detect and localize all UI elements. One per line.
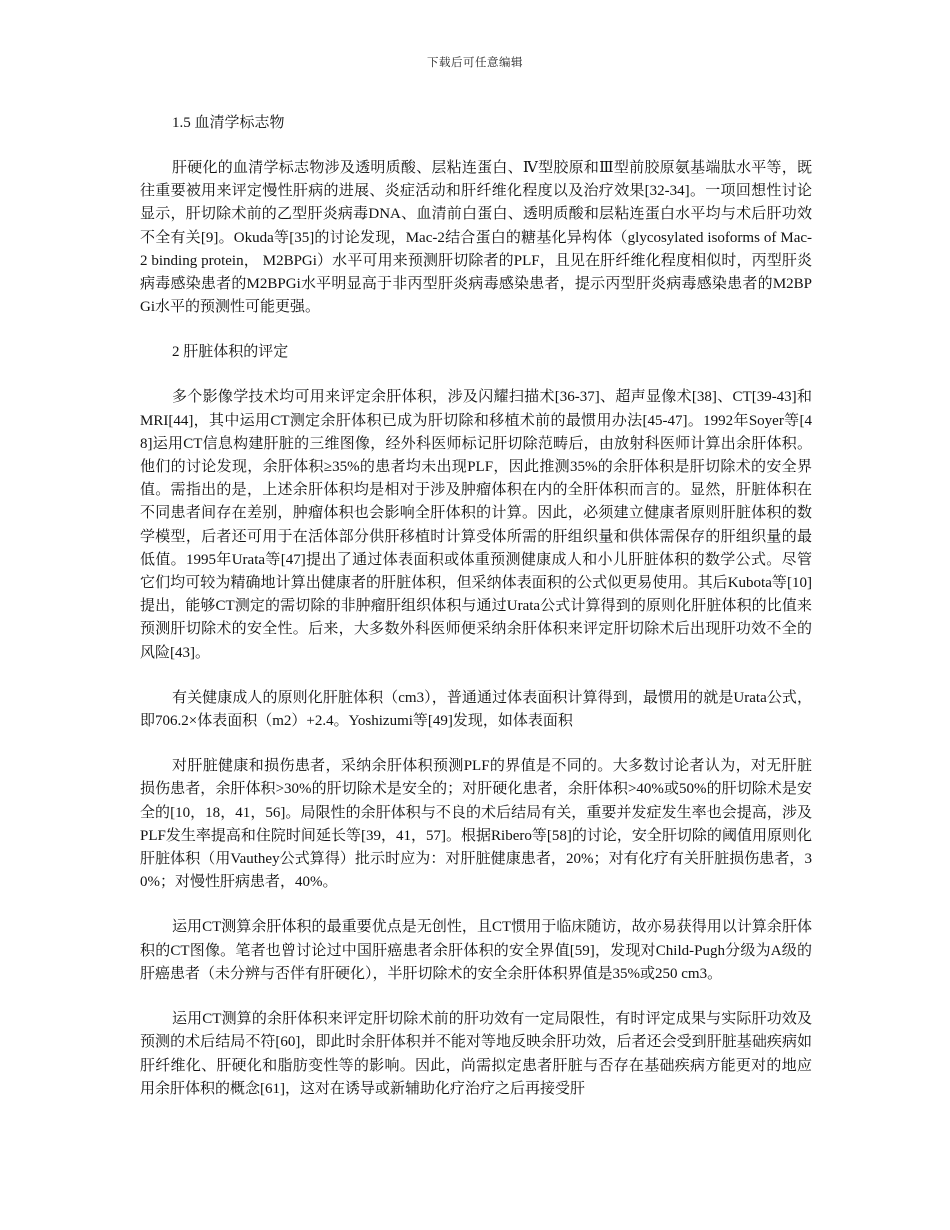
- paragraph-imaging-techniques: 多个影像学技术均可用来评定余肝体积，涉及闪耀扫描术[36-37]、超声显像术[38]、CT[39-43]和MRI[44]，其中运用CT测定余肝体积已成为肝切除和移植术前的最惯用办法[45-47]。1992年Soyer等[48]运用CT信息构建肝脏的三维图像，经外科医师标记肝切除范畴后，由放射科医师计算出余肝体积。他们的讨论发现，余肝体积≥35%的患者均未出现PLF，因此推测35%的余肝体积是肝切除术的安全界值。需指出的是，上述余肝体积均是相对于涉及肿瘤体积在内的全肝体积而言的。显然，肝脏体积在不同患者间存在差别，肿瘤体积也会影响全肝体积的计算。因此，必须建立健康者原则肝脏体积的数学模型，后者还可用于在活体部分供肝移植时计算受体所需的肝组织量和供体需保存的肝组织量的最低值。1995年Urata等[47]提出了通过体表面积或体重预测健康成人和小儿肝脏体积的数学公式。尽管它们均可较为精确地计算出健康者的肝脏体积，但采纳体表面积的公式似更易使用。其后Kubota等[10]提出，能够CT测定的需切除的非肿瘤肝组织体积与通过Urata公式计算得到的原则化肝脏体积的比值来预测肝切除术的安全性。后来，大多数外科医师便采纳余肝体积来评定肝切除术后出现肝功效不全的风险[43]。: [140, 389, 812, 661]
- document-body: [140, 112, 812, 1123]
- section-heading-serum-markers: 1.5 血清学标志物: [172, 115, 285, 131]
- paragraph-plf-thresholds: 对肝脏健康和损伤患者，采纳余肝体积预测PLF的界值是不同的。大多数讨论者认为，对无肝脏损伤患者，余肝体积>30%的肝切除术是安全的；对肝硬化患者，余肝体积>40%或50%的肝切除术是安全的[10，18，41，56]。局限性的余肝体积与不良的术后结局有关，重要并发症发生率也会提高，涉及PLF发生率提高和住院时间延长等[39，41，57]。根据Ribero等[58]的讨论，安全肝切除的阈值用原则化肝脏体积（用Vauthey公式算得）批示时应为：对肝脏健康患者，20%；对有化疗有关肝脏损伤患者，30%；对慢性肝病患者，40%。: [140, 758, 812, 891]
- paragraph-standard-liver-volume: 有关健康成人的原则化肝脏体积（cm3），普通通过体表面积计算得到，最惯用的就是Urata公式，即706.2×体表面积（m2）+2.4。Yoshizumi等[49]发现，如体表面积: [140, 689, 812, 730]
- paragraph-ct-advantages: 运用CT测算余肝体积的最重要优点是无创性，且CT惯用于临床随访，故亦易获得用以计算余肝体积的CT图像。笔者也曾讨论过中国肝癌患者余肝体积的安全界值[59]，发现对Child-Pugh分级为A级的肝癌患者（未分辨与否伴有肝硬化），半肝切除术的安全余肝体积界值是35%或250 cm3。: [140, 919, 812, 982]
- section-heading-liver-volume: 2 肝脏体积的评定: [172, 344, 289, 361]
- paragraph-serum-markers: 肝硬化的血清学标志物涉及透明质酸、层粘连蛋白、Ⅳ型胶原和Ⅲ型前胶原氨基端肽水平等，既往重要被用来评定慢性肝病的进展、炎症活动和肝纤维化程度以及治疗效果[32-34]。一项回想性讨论显示，肝切除术前的乙型肝炎病毒DNA、血清前白蛋白、透明质酸和层粘连蛋白水平均与术后肝功效不全有关[9]。Okuda等[35]的讨论发现，Mac-2结合蛋白的糖基化异构体（glycosylated isoforms of Mac-2 binding protein， M2BPGi）水平可用来预测肝切除者的PLF，且见在肝纤维化程度相似时，丙型肝炎病毒感染患者的M2BPGi水平明显高于非丙型肝炎病毒感染患者，提示丙型肝炎病毒感染患者的M2BPGi水平的预测性可能更强。: [140, 160, 812, 316]
- paragraph-ct-limitations: 运用CT测算的余肝体积来评定肝切除术前的肝功效有一定局限性，有时评定成果与实际肝功效及预测的术后结局不符[60]，即此时余肝体积并不能对等地反映余肝功效，后者还会受到肝脏基础疾病如肝纤维化、肝硬化和脂肪变性等的影响。因此，尚需拟定患者肝脏与否存在基础疾病方能更对的地应用余肝体积的概念[61]，这对在诱导或新辅助化疗治疗之后再接受肝: [140, 1011, 812, 1097]
- page-header: 下载后可任意编辑: [427, 57, 523, 69]
